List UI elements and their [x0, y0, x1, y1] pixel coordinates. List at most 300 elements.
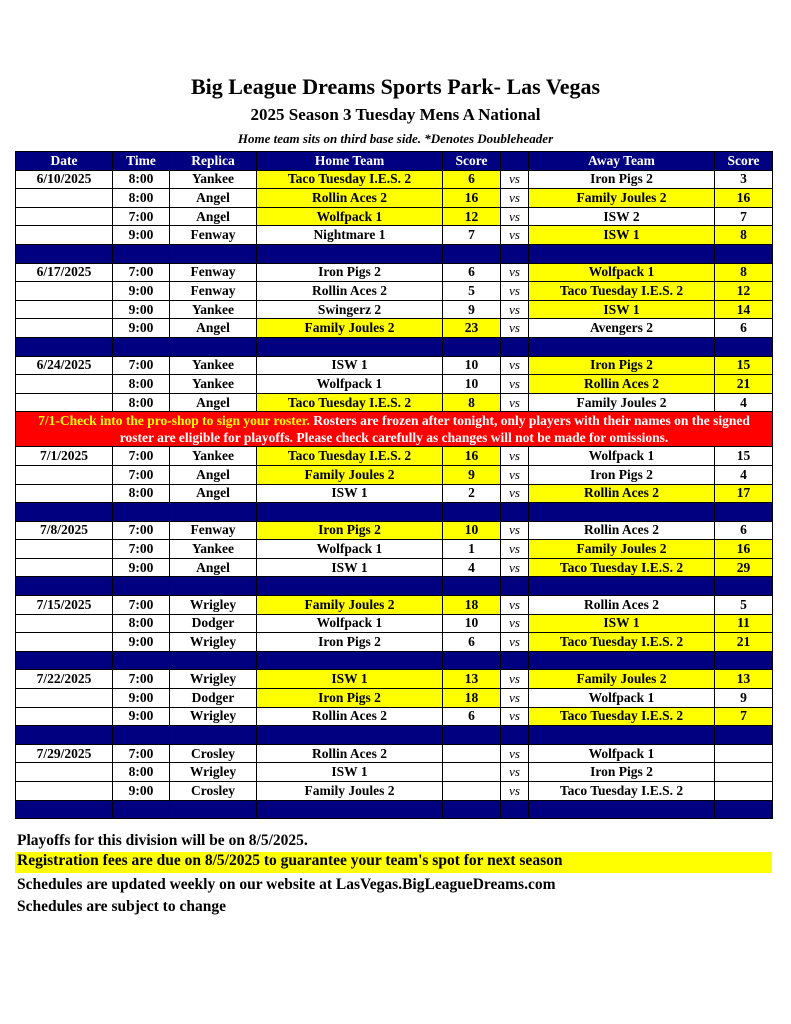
game-date — [16, 465, 113, 484]
away-team: ISW 2 — [529, 207, 715, 226]
home-team: Wolfpack 1 — [257, 614, 443, 633]
away-team: Rollin Aces 2 — [529, 596, 715, 615]
vs-label: vs — [501, 763, 529, 782]
game-time: 7:00 — [113, 540, 170, 559]
separator-cell — [501, 337, 529, 356]
home-team: Wolfpack 1 — [257, 375, 443, 394]
game-time: 9:00 — [113, 282, 170, 301]
game-date — [16, 300, 113, 319]
away-team: Taco Tuesday I.E.S. 2 — [529, 558, 715, 577]
table-row — [16, 282, 773, 301]
away-team: Family Joules 2 — [529, 393, 715, 412]
separator-cell — [529, 337, 715, 356]
vs-label: vs — [501, 393, 529, 412]
home-team: Rollin Aces 2 — [257, 707, 443, 726]
table-row — [16, 447, 773, 466]
game-time: 7:00 — [113, 465, 170, 484]
separator-cell — [16, 651, 113, 670]
roster-alert — [16, 412, 773, 447]
vs-label: vs — [501, 484, 529, 503]
vs-label: vs — [501, 282, 529, 301]
vs-label: vs — [501, 744, 529, 763]
game-time: 9:00 — [113, 300, 170, 319]
separator-cell — [443, 337, 501, 356]
home-score: 13 — [443, 670, 501, 689]
game-replica: Angel — [170, 484, 257, 503]
separator-cell — [529, 726, 715, 745]
game-replica: Fenway — [170, 521, 257, 540]
table-row — [16, 614, 773, 633]
away-score: 7 — [715, 707, 773, 726]
vs-label: vs — [501, 689, 529, 708]
game-date — [16, 540, 113, 559]
game-date: 7/8/2025 — [16, 521, 113, 540]
away-score: 8 — [715, 226, 773, 245]
game-replica: Dodger — [170, 689, 257, 708]
away-team: Family Joules 2 — [529, 189, 715, 208]
game-time: 9:00 — [113, 633, 170, 652]
separator-cell — [113, 337, 170, 356]
away-team: Iron Pigs 2 — [529, 170, 715, 189]
away-score: 16 — [715, 540, 773, 559]
vs-label: vs — [501, 170, 529, 189]
week-separator — [16, 503, 773, 522]
game-date — [16, 189, 113, 208]
table-row — [16, 763, 773, 782]
week-separator — [16, 337, 773, 356]
separator-cell — [501, 726, 529, 745]
away-score: 4 — [715, 393, 773, 412]
game-replica: Yankee — [170, 375, 257, 394]
game-date — [16, 763, 113, 782]
game-replica: Yankee — [170, 170, 257, 189]
game-replica: Yankee — [170, 300, 257, 319]
game-time: 8:00 — [113, 375, 170, 394]
home-score: 16 — [443, 189, 501, 208]
vs-label: vs — [501, 614, 529, 633]
game-replica: Angel — [170, 465, 257, 484]
separator-cell — [113, 651, 170, 670]
away-team: Wolfpack 1 — [529, 447, 715, 466]
home-score: 1 — [443, 540, 501, 559]
game-time: 7:00 — [113, 263, 170, 282]
home-score: 9 — [443, 465, 501, 484]
home-score: 10 — [443, 356, 501, 375]
home-team: Iron Pigs 2 — [257, 521, 443, 540]
home-score: 23 — [443, 319, 501, 338]
away-score: 3 — [715, 170, 773, 189]
game-replica: Yankee — [170, 540, 257, 559]
vs-label: vs — [501, 189, 529, 208]
home-score — [443, 782, 501, 801]
vs-label: vs — [501, 521, 529, 540]
separator-cell — [113, 503, 170, 522]
separator-cell — [257, 337, 443, 356]
separator-cell — [443, 726, 501, 745]
separator-cell — [170, 651, 257, 670]
away-team: Family Joules 2 — [529, 670, 715, 689]
playoffs-note: Playoffs for this division will be on 8/5/2025. — [17, 832, 308, 849]
game-time: 7:00 — [113, 596, 170, 615]
separator-cell — [257, 244, 443, 263]
away-score: 6 — [715, 521, 773, 540]
away-score: 5 — [715, 596, 773, 615]
home-score: 10 — [443, 521, 501, 540]
game-date — [16, 782, 113, 801]
home-team: Family Joules 2 — [257, 465, 443, 484]
separator-cell — [16, 337, 113, 356]
home-score: 9 — [443, 300, 501, 319]
away-team: Taco Tuesday I.E.S. 2 — [529, 782, 715, 801]
separator-cell — [257, 577, 443, 596]
separator-cell — [113, 726, 170, 745]
home-score: 2 — [443, 484, 501, 503]
away-score: 15 — [715, 356, 773, 375]
vs-label: vs — [501, 465, 529, 484]
table-row — [16, 596, 773, 615]
separator-cell — [715, 651, 773, 670]
vs-label: vs — [501, 707, 529, 726]
separator-cell — [715, 244, 773, 263]
away-score: 14 — [715, 300, 773, 319]
home-score: 10 — [443, 614, 501, 633]
game-time: 8:00 — [113, 614, 170, 633]
game-time: 7:00 — [113, 670, 170, 689]
home-team: Taco Tuesday I.E.S. 2 — [257, 170, 443, 189]
game-date: 7/29/2025 — [16, 744, 113, 763]
away-score: 8 — [715, 263, 773, 282]
home-score: 6 — [443, 263, 501, 282]
game-time: 8:00 — [113, 763, 170, 782]
table-row — [16, 300, 773, 319]
away-team: Wolfpack 1 — [529, 689, 715, 708]
game-replica: Angel — [170, 207, 257, 226]
game-replica: Fenway — [170, 226, 257, 245]
game-time: 7:00 — [113, 207, 170, 226]
week-separator — [16, 577, 773, 596]
home-team: Nightmare 1 — [257, 226, 443, 245]
home-team: Rollin Aces 2 — [257, 744, 443, 763]
game-date — [16, 558, 113, 577]
separator-cell — [715, 503, 773, 522]
game-time: 8:00 — [113, 170, 170, 189]
separator-cell — [529, 651, 715, 670]
table-row — [16, 226, 773, 245]
vs-label: vs — [501, 670, 529, 689]
vs-label: vs — [501, 226, 529, 245]
away-team: Iron Pigs 2 — [529, 356, 715, 375]
separator-cell — [170, 503, 257, 522]
game-replica: Wrigley — [170, 633, 257, 652]
game-replica: Wrigley — [170, 763, 257, 782]
separator-cell — [529, 244, 715, 263]
away-score: 13 — [715, 670, 773, 689]
game-time: 8:00 — [113, 393, 170, 412]
home-score: 8 — [443, 393, 501, 412]
away-score: 6 — [715, 319, 773, 338]
home-team: ISW 1 — [257, 484, 443, 503]
separator-cell — [715, 337, 773, 356]
away-team: Iron Pigs 2 — [529, 763, 715, 782]
separator-cell — [113, 800, 170, 819]
vs-label: vs — [501, 300, 529, 319]
home-team: ISW 1 — [257, 356, 443, 375]
away-team: ISW 1 — [529, 226, 715, 245]
separator-cell — [529, 503, 715, 522]
separator-cell — [170, 244, 257, 263]
col-date-header: Date — [16, 152, 113, 171]
game-date: 6/10/2025 — [16, 170, 113, 189]
game-replica: Fenway — [170, 282, 257, 301]
game-time: 9:00 — [113, 707, 170, 726]
home-team: Rollin Aces 2 — [257, 282, 443, 301]
home-team: Iron Pigs 2 — [257, 263, 443, 282]
separator-cell — [715, 800, 773, 819]
table-row — [16, 207, 773, 226]
home-score: 10 — [443, 375, 501, 394]
table-row — [16, 465, 773, 484]
home-team: Taco Tuesday I.E.S. 2 — [257, 393, 443, 412]
home-score — [443, 763, 501, 782]
away-team: Family Joules 2 — [529, 540, 715, 559]
game-replica: Wrigley — [170, 596, 257, 615]
separator-cell — [529, 800, 715, 819]
separator-cell — [170, 800, 257, 819]
disclaimer-note: Schedules are subject to change — [17, 898, 226, 915]
game-date — [16, 207, 113, 226]
game-time: 9:00 — [113, 782, 170, 801]
table-row — [16, 521, 773, 540]
game-replica: Fenway — [170, 263, 257, 282]
separator-cell — [501, 577, 529, 596]
away-score — [715, 782, 773, 801]
away-team: Taco Tuesday I.E.S. 2 — [529, 633, 715, 652]
col-replica-header: Replica — [170, 152, 257, 171]
game-date — [16, 282, 113, 301]
game-time: 7:00 — [113, 521, 170, 540]
separator-cell — [443, 651, 501, 670]
away-team: ISW 1 — [529, 300, 715, 319]
home-team: Wolfpack 1 — [257, 207, 443, 226]
away-score: 21 — [715, 375, 773, 394]
table-row — [16, 707, 773, 726]
vs-label: vs — [501, 540, 529, 559]
game-date: 7/1/2025 — [16, 447, 113, 466]
website-note: Schedules are updated weekly on our website at LasVegas.BigLeagueDreams.com — [17, 876, 556, 893]
game-replica: Yankee — [170, 356, 257, 375]
away-score — [715, 763, 773, 782]
game-date — [16, 633, 113, 652]
roster-alert-text: Rosters are frozen after tonight, only players with their names on the signed roster are eligible for playoffs. Please check carefully as changes will not be made for omissions. — [119, 413, 750, 446]
home-score: 5 — [443, 282, 501, 301]
home-team: Wolfpack 1 — [257, 540, 443, 559]
table-row — [16, 484, 773, 503]
away-team: ISW 1 — [529, 614, 715, 633]
game-date — [16, 484, 113, 503]
away-team: Taco Tuesday I.E.S. 2 — [529, 707, 715, 726]
separator-cell — [16, 726, 113, 745]
away-score: 9 — [715, 689, 773, 708]
game-replica: Angel — [170, 558, 257, 577]
game-time: 9:00 — [113, 689, 170, 708]
away-team: Wolfpack 1 — [529, 263, 715, 282]
away-score: 16 — [715, 189, 773, 208]
table-row — [16, 558, 773, 577]
col-home-score-header: Score — [443, 152, 501, 171]
away-score: 4 — [715, 465, 773, 484]
away-team: Iron Pigs 2 — [529, 465, 715, 484]
schedule-body — [16, 170, 773, 819]
separator-cell — [501, 651, 529, 670]
home-team: Family Joules 2 — [257, 319, 443, 338]
game-replica: Wrigley — [170, 707, 257, 726]
page-title: Big League Dreams Sports Park- Las Vegas — [190, 74, 601, 99]
game-time: 9:00 — [113, 226, 170, 245]
away-score: 12 — [715, 282, 773, 301]
table-row — [16, 670, 773, 689]
table-row — [16, 633, 773, 652]
away-score: 29 — [715, 558, 773, 577]
separator-cell — [16, 577, 113, 596]
home-team: ISW 1 — [257, 558, 443, 577]
separator-cell — [257, 800, 443, 819]
away-team: Rollin Aces 2 — [529, 375, 715, 394]
separator-cell — [170, 726, 257, 745]
separator-cell — [113, 244, 170, 263]
home-score: 6 — [443, 170, 501, 189]
separator-cell — [443, 577, 501, 596]
home-score: 16 — [443, 447, 501, 466]
game-time: 8:00 — [113, 484, 170, 503]
game-time: 7:00 — [113, 447, 170, 466]
home-score: 7 — [443, 226, 501, 245]
col-time-header: Time — [113, 152, 170, 171]
home-score: 18 — [443, 689, 501, 708]
roster-alert-row — [16, 412, 773, 447]
separator-cell — [16, 244, 113, 263]
separator-cell — [257, 651, 443, 670]
separator-cell — [443, 244, 501, 263]
week-separator — [16, 651, 773, 670]
home-team: ISW 1 — [257, 670, 443, 689]
away-score: 15 — [715, 447, 773, 466]
game-date — [16, 707, 113, 726]
table-row — [16, 393, 773, 412]
vs-label: vs — [501, 596, 529, 615]
game-replica: Crosley — [170, 744, 257, 763]
home-score — [443, 744, 501, 763]
vs-label: vs — [501, 447, 529, 466]
away-team: Wolfpack 1 — [529, 744, 715, 763]
home-team: Taco Tuesday I.E.S. 2 — [257, 447, 443, 466]
col-vs-header — [501, 152, 529, 171]
separator-cell — [170, 337, 257, 356]
away-score: 7 — [715, 207, 773, 226]
separator-cell — [16, 503, 113, 522]
game-date: 6/17/2025 — [16, 263, 113, 282]
week-separator — [16, 726, 773, 745]
game-date: 7/22/2025 — [16, 670, 113, 689]
col-away-team-header: Away Team — [529, 152, 715, 171]
away-score: 21 — [715, 633, 773, 652]
away-team: Rollin Aces 2 — [529, 521, 715, 540]
game-replica: Angel — [170, 319, 257, 338]
away-team: Avengers 2 — [529, 319, 715, 338]
roster-alert-lead: 7/1-Check into the pro-shop to sign your roster. — [38, 413, 310, 429]
home-score: 4 — [443, 558, 501, 577]
vs-label: vs — [501, 319, 529, 338]
schedule-table — [15, 151, 773, 819]
vs-label: vs — [501, 375, 529, 394]
table-row — [16, 689, 773, 708]
home-team: Family Joules 2 — [257, 782, 443, 801]
table-row — [16, 782, 773, 801]
game-replica: Yankee — [170, 447, 257, 466]
away-score: 17 — [715, 484, 773, 503]
registration-note: Registration fees are due on 8/5/2025 to guarantee your team's spot for next season — [15, 852, 772, 873]
separator-cell — [715, 577, 773, 596]
table-header-row — [16, 152, 773, 171]
game-time: 7:00 — [113, 356, 170, 375]
game-replica: Angel — [170, 393, 257, 412]
away-team: Rollin Aces 2 — [529, 484, 715, 503]
col-home-team-header: Home Team — [257, 152, 443, 171]
vs-label: vs — [501, 207, 529, 226]
separator-cell — [529, 577, 715, 596]
separator-cell — [501, 800, 529, 819]
home-team: Rollin Aces 2 — [257, 189, 443, 208]
table-row — [16, 319, 773, 338]
game-replica: Wrigley — [170, 670, 257, 689]
game-time: 9:00 — [113, 319, 170, 338]
home-team: ISW 1 — [257, 763, 443, 782]
game-time: 7:00 — [113, 744, 170, 763]
game-date — [16, 226, 113, 245]
away-score: 11 — [715, 614, 773, 633]
separator-cell — [170, 577, 257, 596]
separator-cell — [443, 503, 501, 522]
vs-label: vs — [501, 263, 529, 282]
game-date — [16, 319, 113, 338]
page-subtitle: 2025 Season 3 Tuesday Mens A National — [250, 105, 541, 124]
home-team: Iron Pigs 2 — [257, 689, 443, 708]
game-date — [16, 689, 113, 708]
week-separator — [16, 244, 773, 263]
table-row — [16, 356, 773, 375]
home-score: 6 — [443, 633, 501, 652]
table-row — [16, 375, 773, 394]
vs-label: vs — [501, 633, 529, 652]
separator-cell — [16, 800, 113, 819]
vs-label: vs — [501, 782, 529, 801]
away-team: Taco Tuesday I.E.S. 2 — [529, 282, 715, 301]
separator-cell — [257, 726, 443, 745]
separator-cell — [501, 244, 529, 263]
game-time: 8:00 — [113, 189, 170, 208]
table-row — [16, 744, 773, 763]
game-date — [16, 614, 113, 633]
home-team: Family Joules 2 — [257, 596, 443, 615]
home-score: 18 — [443, 596, 501, 615]
game-date: 7/15/2025 — [16, 596, 113, 615]
table-row — [16, 170, 773, 189]
home-score: 12 — [443, 207, 501, 226]
vs-label: vs — [501, 356, 529, 375]
separator-cell — [501, 503, 529, 522]
game-date — [16, 375, 113, 394]
separator-cell — [715, 726, 773, 745]
home-score: 6 — [443, 707, 501, 726]
